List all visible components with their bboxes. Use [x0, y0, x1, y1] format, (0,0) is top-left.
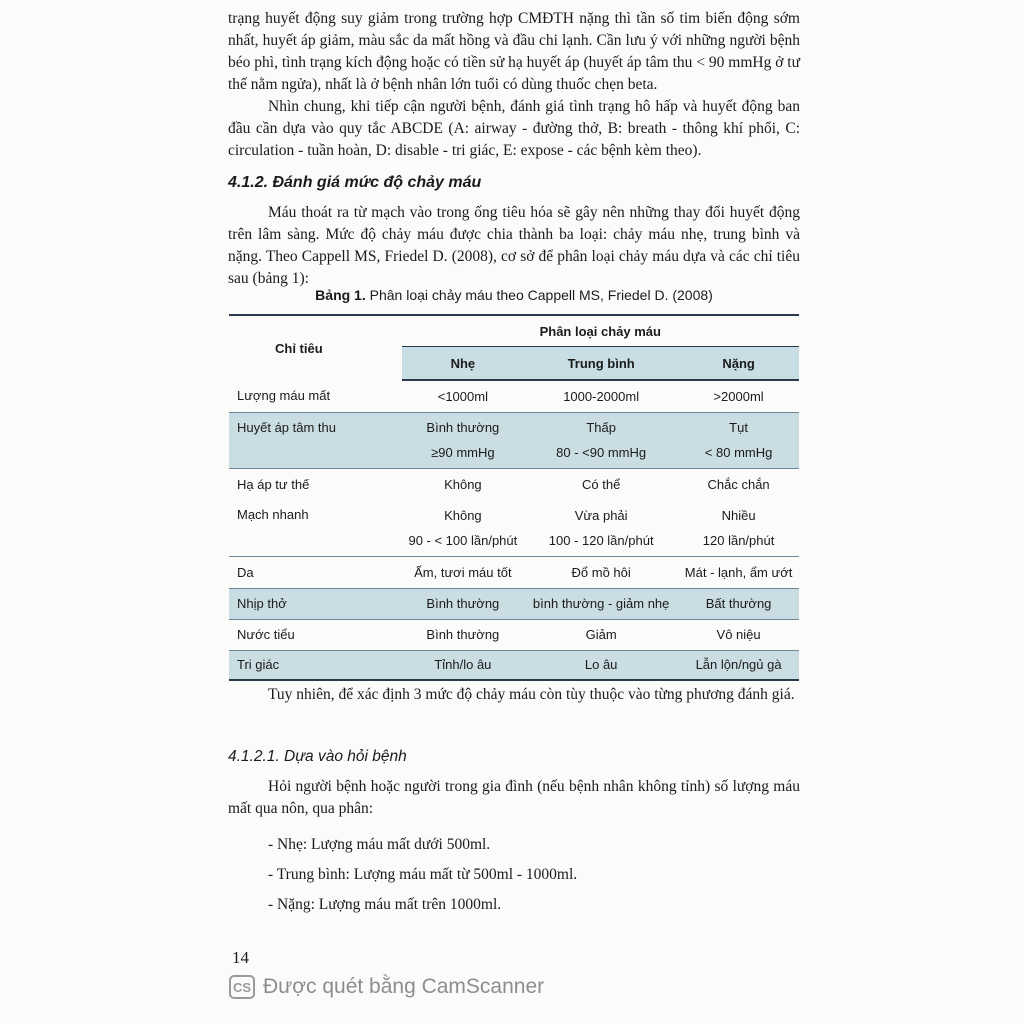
table-row — [229, 619, 799, 650]
cell-line: Không — [444, 507, 482, 523]
table-caption-label: Bảng 1. — [315, 287, 366, 303]
camscanner-watermark — [229, 975, 544, 999]
cell-mild: Ấm, tươi máu tốt — [402, 556, 525, 588]
cell-line: Vừa phải — [574, 507, 628, 523]
cell-severe: Lẫn lộn/ngủ gà — [678, 650, 799, 680]
row-label: Tri giác — [229, 650, 402, 680]
cell-moderate: 1000-2000ml — [563, 388, 640, 404]
paragraph-interview: Hỏi người bệnh hoặc người trong gia đình (nếu bệnh nhân không tỉnh) số lượng máu mất qua nôn, qua phân: — [228, 778, 800, 817]
table-caption-title: Phân loại chảy máu theo Cappell MS, Friedel D. (2008) — [365, 287, 713, 303]
cell-mild: Bình thường — [402, 619, 525, 650]
row-label: Nhịp thở — [229, 588, 402, 619]
cell-mild: Tỉnh/lo âu — [402, 650, 525, 680]
cell-moderate: Lo âu — [524, 650, 678, 680]
table-row — [229, 412, 799, 468]
paragraph-bleeding-classification: Máu thoát ra từ mạch vào trong ống tiêu hóa sẽ gây nên những thay đổi huyết động trên lâm sàng. Mức độ chảy máu được chia thành ba loại: chảy máu nhẹ, trung bình và nặng. Theo Cappell MS, Friedel D. (2008), cơ sở để phân loại chảy máu dựa và các chỉ tiêu sau (bảng 1): — [228, 204, 800, 287]
list-item: - Trung bình: Lượng máu mất từ 500ml - 1000ml. — [268, 866, 578, 883]
cell-line: Thấp — [586, 420, 616, 435]
header-severe: Nặng — [678, 347, 799, 381]
camscanner-text: Được quét bằng CamScanner — [263, 975, 545, 998]
row-label: Da — [229, 556, 402, 588]
paragraph-hemodynamics: trạng huyết động suy giảm trong trường hợp CMĐTH nặng thì tần số tim biến động sớm nhất, huyết áp giảm, màu sắc da mất hồng và đầu chi lạnh. Cần lưu ý với những người bệnh béo phì, tình trạng kích động hoặc có tiền sử hạ huyết áp (huyết áp tâm thu < 90 mmHg ở tư thế nằm ngửa), nhất là ở bệnh nhân lớn tuổi có dùng thuốc chẹn beta. — [228, 10, 800, 93]
cell-moderate: bình thường - giảm nhẹ — [524, 588, 678, 619]
paragraph-determination: Tuy nhiên, để xác định 3 mức độ chảy máu còn tùy thuộc vào từng phương đánh giá. — [268, 686, 795, 703]
cell-mild — [402, 412, 525, 468]
table-header-row — [229, 315, 799, 347]
table-caption — [228, 287, 800, 303]
cell-line: 120 lần/phút — [702, 532, 775, 548]
cell-mild: Bình thường — [402, 588, 525, 619]
cell-mild — [402, 500, 525, 556]
row-label: Nước tiểu — [229, 619, 402, 650]
cell-line: Tụt — [729, 420, 748, 435]
header-classification-group: Phân loại chảy máu — [539, 323, 661, 339]
row-label: Hạ áp tư thế — [229, 468, 402, 500]
cell-severe — [678, 500, 799, 556]
cell-line: 100 - 120 lần/phút — [548, 532, 654, 548]
row-label: Lượng máu mất — [237, 388, 331, 404]
bleeding-classification-table — [229, 314, 799, 681]
camscanner-logo-icon: CS — [229, 975, 255, 999]
table-row — [229, 588, 799, 619]
cell-mild: Không — [402, 468, 525, 500]
header-moderate: Trung bình — [524, 347, 678, 381]
cell-line: 90 - < 100 lần/phút — [408, 532, 518, 548]
cell-moderate: Có thể — [524, 468, 678, 500]
cell-line: < 80 mmHg — [704, 445, 773, 460]
section-heading-4-1-2: 4.1.2. Đánh giá mức độ chảy máu — [228, 174, 482, 191]
cell-line: Nhiều — [721, 507, 756, 523]
list-item: - Nhẹ: Lượng máu mất dưới 500ml. — [268, 836, 491, 853]
cell-moderate — [524, 412, 678, 468]
section-heading-4-1-2-1: 4.1.2.1. Dựa vào hỏi bệnh — [228, 748, 407, 765]
paragraph-abcde: Nhìn chung, khi tiếp cận người bệnh, đánh giá tình trạng hô hấp và huyết động ban đầu cần dựa vào quy tắc ABCDE (A: airway - đường thở, B: breath - thông khí phổi, C: circulation - tuần hoàn, D: disable - tri giác, E: expose - các bệnh kèm theo). — [228, 98, 800, 159]
table-row — [229, 650, 799, 680]
table-row — [229, 380, 799, 412]
cell-moderate: Giảm — [524, 619, 678, 650]
cell-severe: Bất thường — [678, 588, 799, 619]
table-row — [229, 468, 799, 500]
cell-line: Bình thường — [426, 420, 500, 435]
page-number: 14 — [232, 948, 249, 967]
cell-line: ≥90 mmHg — [431, 445, 495, 460]
cell-severe: >2000ml — [713, 388, 764, 404]
cell-moderate: Đổ mồ hôi — [524, 556, 678, 588]
table-row — [229, 500, 799, 556]
cell-mild: <1000ml — [437, 388, 488, 404]
row-label: Huyết áp tâm thu — [229, 412, 402, 468]
row-label: Mạch nhanh — [237, 507, 309, 522]
list-item: - Nặng: Lượng máu mất trên 1000ml. — [268, 896, 502, 913]
cell-line: 80 - <90 mmHg — [556, 445, 647, 460]
header-indicator: Chỉ tiêu — [275, 340, 323, 356]
cell-moderate — [524, 500, 678, 556]
blood-loss-list — [268, 830, 798, 920]
header-mild: Nhẹ — [402, 347, 525, 381]
cell-severe: Vô niệu — [678, 619, 799, 650]
cell-severe: Mát - lạnh, ẩm ướt — [678, 556, 799, 588]
cell-severe: Chắc chắn — [678, 468, 799, 500]
cell-severe — [678, 412, 799, 468]
table-row — [229, 556, 799, 588]
